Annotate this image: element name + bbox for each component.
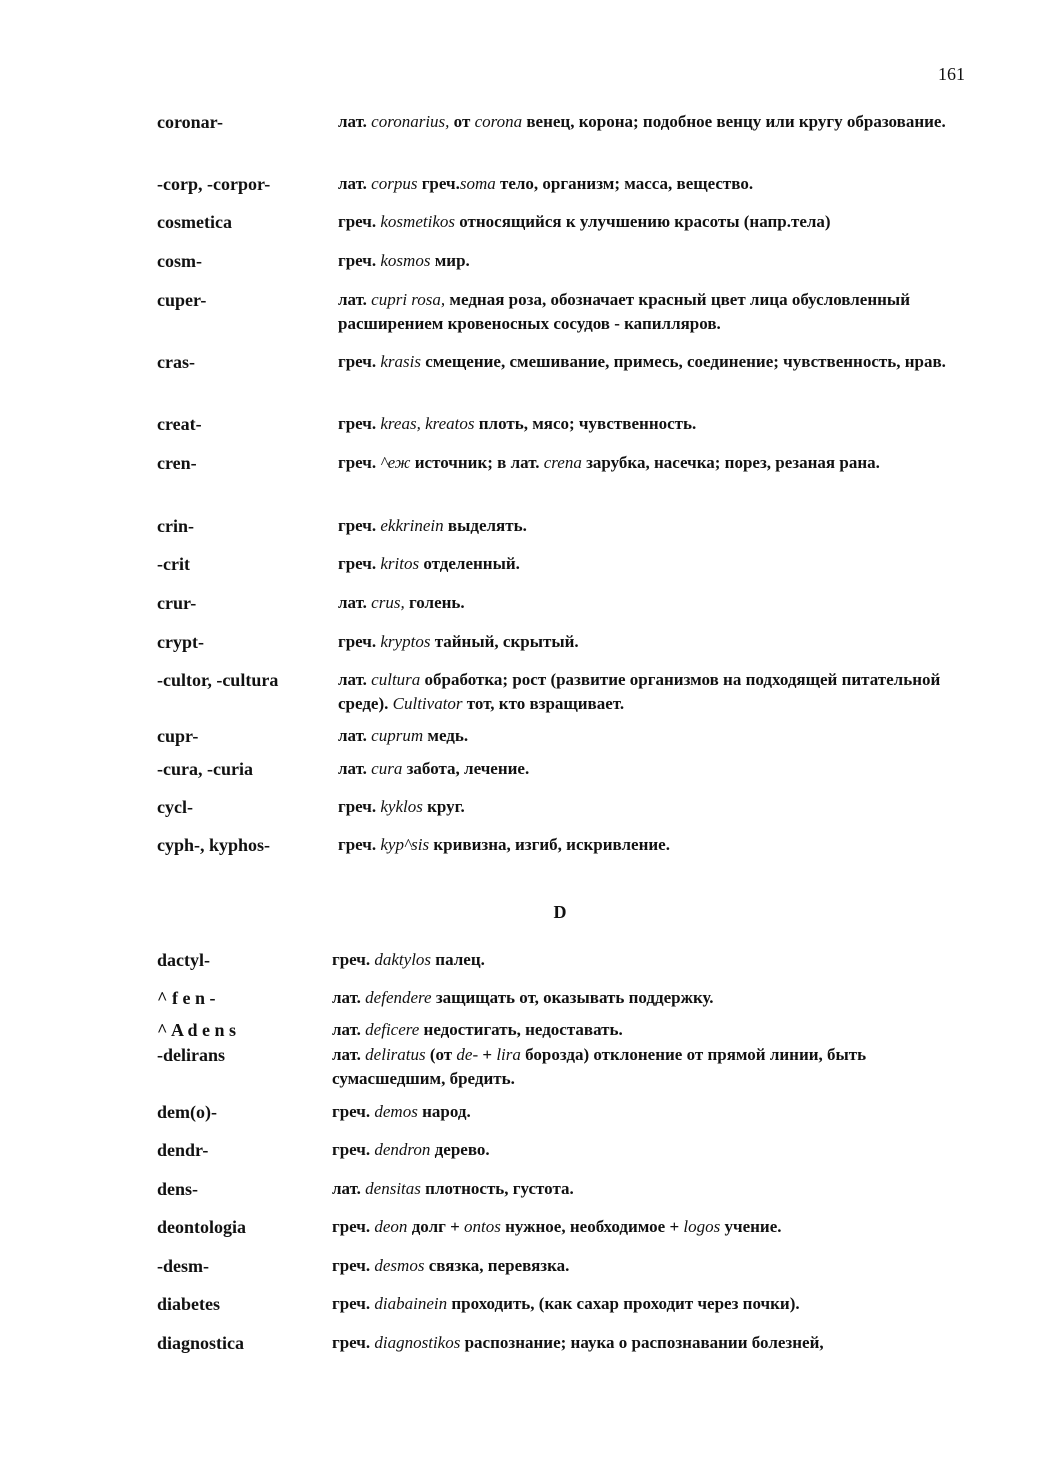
- definition-text: греч.: [338, 632, 381, 651]
- definition-etymon: lira: [496, 1045, 521, 1064]
- definition-etymon: kritos: [380, 554, 420, 573]
- definition-text: греч.: [338, 835, 381, 854]
- definition-text: отделенный.: [419, 554, 520, 573]
- definition-text: народ.: [417, 1102, 471, 1121]
- definition-etymon: kosmetikos: [380, 212, 455, 231]
- definition-etymon: deon: [374, 1217, 408, 1236]
- definition-text: +: [478, 1045, 497, 1064]
- definition-text: греч.: [332, 1102, 375, 1121]
- definition-etymon: kyklos: [380, 797, 423, 816]
- entry-definition: [338, 514, 948, 538]
- entry-definition: [338, 110, 948, 134]
- definition-text: лат.: [332, 988, 366, 1007]
- definition-text: проходить, (как сахар проходит через почки).: [447, 1294, 800, 1313]
- entry-term: -desm-: [157, 1256, 209, 1276]
- definition-etymon: logos: [683, 1217, 721, 1236]
- entry-term: cupr-: [157, 726, 199, 746]
- entry-term: crur-: [157, 593, 197, 613]
- definition-text: долг +: [407, 1217, 465, 1236]
- definition-etymon: kryptos: [380, 632, 431, 651]
- definition-text: мир.: [430, 251, 470, 270]
- entry-definition: [338, 288, 948, 336]
- definition-text: распознание; наука о распознавании болезней,: [460, 1333, 824, 1352]
- definition-text: тот, кто взращивает.: [462, 694, 625, 713]
- entry-term: diabetes: [157, 1294, 220, 1314]
- definition-text: тайный, скрытый.: [430, 632, 579, 651]
- definition-text: от: [449, 112, 475, 131]
- entry-term: cycl-: [157, 797, 193, 817]
- definition-etymon: deliratus: [365, 1045, 426, 1064]
- entry-definition: [338, 630, 948, 654]
- entry-definition: [338, 795, 948, 819]
- entry-term: cosm-: [157, 251, 202, 271]
- definition-text: греч.: [338, 212, 381, 231]
- definition-text: греч.: [332, 1333, 375, 1352]
- definition-etymon: crena: [543, 453, 582, 472]
- definition-etymon: kyp^sis: [380, 835, 430, 854]
- entry-term: coronar-: [157, 112, 223, 132]
- definition-text: лат.: [332, 1045, 366, 1064]
- definition-etymon: defendere: [365, 988, 432, 1007]
- entry-term: cren-: [157, 453, 197, 473]
- entry-definition: [332, 1018, 932, 1042]
- entry-definition: [338, 451, 948, 475]
- entry-definition: [332, 1043, 932, 1091]
- definition-text: кривизна, изгиб, искривление.: [429, 835, 670, 854]
- entry-definition: [332, 1100, 932, 1124]
- entry-definition: [332, 1138, 932, 1162]
- entry-term: dens-: [157, 1179, 199, 1199]
- entry-term: deontologia: [157, 1217, 247, 1237]
- definition-text: голень.: [404, 593, 465, 612]
- definition-etymon: ontos: [464, 1217, 501, 1236]
- entry-definition: [338, 668, 948, 716]
- definition-etymon: deficere: [365, 1020, 420, 1039]
- definition-etymon: ekkrinein: [380, 516, 444, 535]
- definition-etymon: kreas, kreatos: [380, 414, 475, 433]
- definition-text: смещение, смешивание, примесь, соединение; чувственность, нрав.: [421, 352, 946, 371]
- definition-text: (от: [425, 1045, 457, 1064]
- entry-definition: [338, 412, 948, 436]
- definition-text: дерево.: [430, 1140, 490, 1159]
- definition-etymon: dendron: [374, 1140, 431, 1159]
- definition-text: греч.: [338, 414, 381, 433]
- definition-text: греч.: [338, 554, 381, 573]
- entry-definition: [338, 249, 948, 273]
- definition-text: греч.: [338, 516, 381, 535]
- definition-text: выделять.: [443, 516, 527, 535]
- definition-text: греч.: [332, 950, 375, 969]
- definition-text: борозда) отклонение от прямой линии, быть сумасшедшим, бредить.: [332, 1045, 867, 1088]
- entry-term: -crit: [157, 554, 190, 574]
- entry-definition: [338, 833, 948, 857]
- page-number: 161: [938, 64, 965, 84]
- definition-text: греч.: [332, 1217, 375, 1236]
- definition-text: круг.: [422, 797, 465, 816]
- definition-text: греч.: [338, 797, 381, 816]
- definition-text: связка, перевязка.: [424, 1256, 570, 1275]
- definition-text: плотность, густота.: [420, 1179, 574, 1198]
- definition-text: лат.: [332, 1020, 366, 1039]
- definition-text: греч.: [332, 1294, 375, 1313]
- definition-text: греч.: [332, 1140, 375, 1159]
- entry-term: cuper-: [157, 290, 207, 310]
- entry-term: dendr-: [157, 1140, 209, 1160]
- entry-term: creat-: [157, 414, 202, 434]
- definition-text: обработка; рост (развитие организмов на подходящей питательной среде).: [338, 670, 941, 713]
- definition-text: лат.: [338, 593, 372, 612]
- entry-definition: [332, 1177, 932, 1201]
- definition-etymon: Cultivator: [392, 694, 463, 713]
- entry-definition: [332, 948, 932, 972]
- entry-definition: [332, 1215, 932, 1239]
- entry-term: dem(o)-: [157, 1102, 217, 1122]
- entry-term: -corp, -corpor-: [157, 174, 271, 194]
- entry-definition: [338, 172, 948, 196]
- definition-text: тело, организм; масса, вещество.: [495, 174, 754, 193]
- entry-term: -cura, -curia: [157, 759, 253, 779]
- definition-etymon: kosmos: [380, 251, 431, 270]
- definition-etymon: coronarius,: [371, 112, 450, 131]
- definition-text: нужное, необходимое +: [500, 1217, 684, 1236]
- definition-text: греч.: [338, 251, 381, 270]
- definition-etymon: cultura: [371, 670, 421, 689]
- entry-definition: [332, 1254, 932, 1278]
- entry-term: cosmetica: [157, 212, 232, 232]
- definition-text: венец, корона; подобное венцу или кругу образование.: [522, 112, 946, 131]
- entry-term: dactyl-: [157, 950, 210, 970]
- entry-definition: [332, 986, 932, 1010]
- entry-definition: [338, 757, 948, 781]
- definition-text: защищать от, оказывать поддержку.: [431, 988, 714, 1007]
- definition-etymon: demos: [374, 1102, 418, 1121]
- entry-definition: [338, 350, 948, 374]
- entry-term: diagnostica: [157, 1333, 245, 1353]
- definition-etymon: corpus: [371, 174, 418, 193]
- entry-term: cras-: [157, 352, 195, 372]
- definition-etymon: soma: [459, 174, 496, 193]
- definition-etymon: ^еж: [380, 453, 411, 472]
- entry-definition: [332, 1331, 932, 1355]
- definition-etymon: daktylos: [374, 950, 432, 969]
- definition-text: источник; в лат.: [410, 453, 544, 472]
- definition-etymon: corona: [474, 112, 523, 131]
- definition-etymon: cura: [371, 759, 403, 778]
- entry-definition: [338, 552, 948, 576]
- definition-etymon: diabainein: [374, 1294, 448, 1313]
- definition-text: греч.: [417, 174, 460, 193]
- definition-text: плоть, мясо; чувственность.: [474, 414, 697, 433]
- definition-text: относящийся к улучшению красоты (напр.тела): [454, 212, 831, 231]
- definition-etymon: densitas: [365, 1179, 421, 1198]
- entry-term: crin-: [157, 516, 194, 536]
- definition-text: лат.: [338, 726, 372, 745]
- definition-text: лат.: [338, 112, 372, 131]
- definition-etymon: desmos: [374, 1256, 425, 1275]
- definition-text: палец.: [431, 950, 485, 969]
- entry-term: -cultor, -cultura: [157, 670, 279, 690]
- definition-text: недостигать, недоставать.: [419, 1020, 623, 1039]
- definition-text: греч.: [338, 453, 381, 472]
- definition-etymon: krasis: [380, 352, 422, 371]
- entry-term: ^ A d e n s: [157, 1020, 236, 1040]
- entry-definition: [338, 210, 948, 234]
- section-letter-heading: D: [553, 902, 567, 922]
- definition-text: учение.: [720, 1217, 782, 1236]
- definition-text: зарубка, насечка; порез, резаная рана.: [581, 453, 880, 472]
- definition-etymon: de-: [456, 1045, 479, 1064]
- definition-text: лат.: [332, 1179, 366, 1198]
- definition-etymon: cuprum: [371, 726, 424, 745]
- entry-term: -delirans: [157, 1045, 226, 1065]
- definition-text: лат.: [338, 290, 372, 309]
- definition-text: лат.: [338, 670, 372, 689]
- definition-etymon: cupri rosa,: [371, 290, 446, 309]
- definition-text: забота, лечение.: [402, 759, 530, 778]
- entry-definition: [338, 724, 948, 748]
- definition-text: лат.: [338, 174, 372, 193]
- entry-definition: [338, 591, 948, 615]
- entry-term: cyph-, kyphos-: [157, 835, 271, 855]
- entry-definition: [332, 1292, 932, 1316]
- definition-text: греч.: [332, 1256, 375, 1275]
- definition-text: медная роза, обозначает красный цвет лица обусловленный расширением кровеносных сосудов - капилляров.: [338, 290, 910, 333]
- definition-etymon: crus,: [371, 593, 405, 612]
- entry-term: ^ f e n -: [157, 988, 216, 1008]
- definition-text: лат.: [338, 759, 372, 778]
- entry-term: crypt-: [157, 632, 204, 652]
- definition-etymon: diagnostikos: [374, 1333, 461, 1352]
- definition-text: греч.: [338, 352, 381, 371]
- definition-text: медь.: [423, 726, 469, 745]
